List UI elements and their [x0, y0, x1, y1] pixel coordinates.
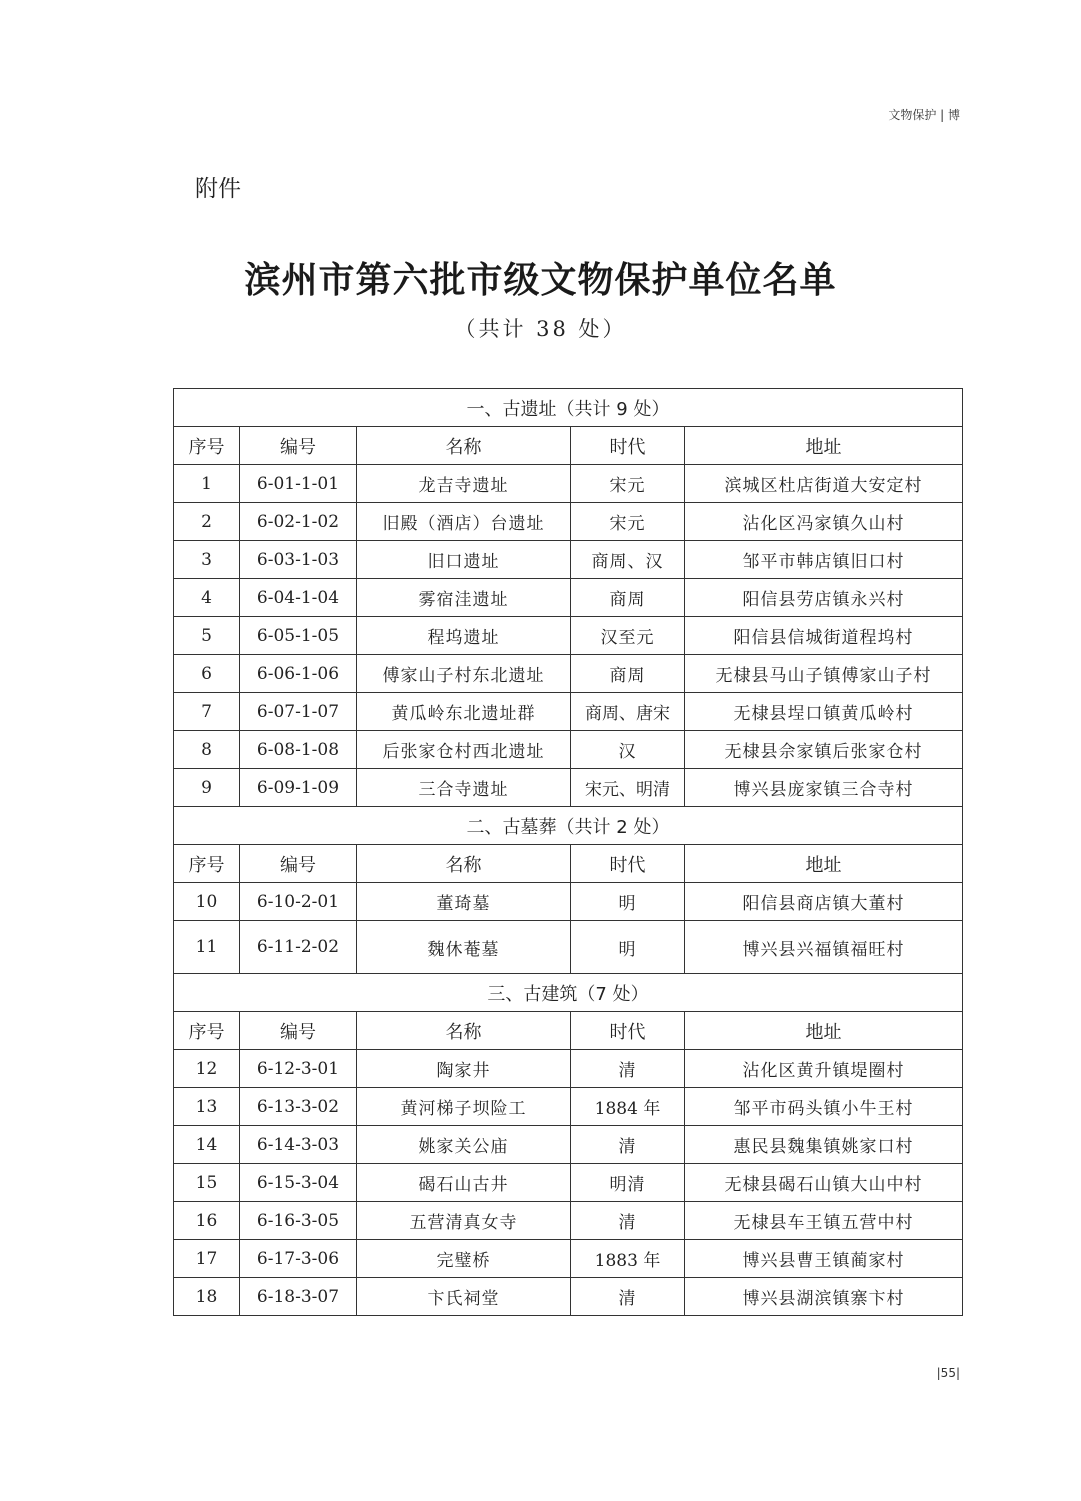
- section-heading-row: [174, 807, 963, 845]
- cell-era: 商周: [571, 655, 685, 693]
- cell-code: 6-09-1-09: [240, 769, 357, 807]
- running-head: 文物保护 | 博: [888, 108, 960, 122]
- cell-name: 姚家关公庙: [357, 1126, 571, 1164]
- cell-era: 明: [571, 883, 685, 921]
- cell-address: 博兴县湖滨镇寨卞村: [685, 1278, 963, 1316]
- table-row: [174, 465, 963, 503]
- cell-address: 邹平市韩店镇旧口村: [685, 541, 963, 579]
- cell-era: 汉: [571, 731, 685, 769]
- cell-name: 傅家山子村东北遗址: [357, 655, 571, 693]
- header-address: 地址: [685, 1012, 963, 1050]
- cell-era: 宋元: [571, 465, 685, 503]
- cell-name: 五营清真女寺: [357, 1202, 571, 1240]
- cell-era: 汉至元: [571, 617, 685, 655]
- table-row: [174, 769, 963, 807]
- cell-era: 清: [571, 1126, 685, 1164]
- cell-index: 14: [174, 1126, 240, 1164]
- table-row: [174, 579, 963, 617]
- cell-address: 阳信县商店镇大董村: [685, 883, 963, 921]
- cell-name: 魏休菴墓: [357, 921, 571, 974]
- cell-era: 1883 年: [571, 1240, 685, 1278]
- cell-name: 黄河梯子坝险工: [357, 1088, 571, 1126]
- cell-era: 商周: [571, 579, 685, 617]
- cell-address: 无棣县佘家镇后张家仓村: [685, 731, 963, 769]
- cell-code: 6-04-1-04: [240, 579, 357, 617]
- cell-name: 三合寺遗址: [357, 769, 571, 807]
- cell-name: 后张家仓村西北遗址: [357, 731, 571, 769]
- table-row: [174, 1126, 963, 1164]
- cell-index: 5: [174, 617, 240, 655]
- cell-name: 卞氏祠堂: [357, 1278, 571, 1316]
- cell-code: 6-16-3-05: [240, 1202, 357, 1240]
- cell-name: 旧殿（酒店）台遗址: [357, 503, 571, 541]
- cell-name: 雾宿洼遗址: [357, 579, 571, 617]
- cell-address: 阳信县信城街道程坞村: [685, 617, 963, 655]
- cell-name: 程坞遗址: [357, 617, 571, 655]
- cell-era: 商周、汉: [571, 541, 685, 579]
- cell-code: 6-11-2-02: [240, 921, 357, 974]
- cell-era: 清: [571, 1278, 685, 1316]
- cell-name: 碣石山古井: [357, 1164, 571, 1202]
- cell-era: 宋元、明清: [571, 769, 685, 807]
- column-header-row: [174, 845, 963, 883]
- cell-code: 6-10-2-01: [240, 883, 357, 921]
- cell-address: 无棣县碣石山镇大山中村: [685, 1164, 963, 1202]
- section-heading: 一、古遗址（共计 9 处）: [174, 389, 963, 427]
- cell-code: 6-15-3-04: [240, 1164, 357, 1202]
- cell-index: 11: [174, 921, 240, 974]
- header-era: 时代: [571, 845, 685, 883]
- cell-index: 18: [174, 1278, 240, 1316]
- cell-address: 邹平市码头镇小牛王村: [685, 1088, 963, 1126]
- cell-index: 9: [174, 769, 240, 807]
- table-row: [174, 921, 963, 974]
- table-row: [174, 617, 963, 655]
- table-row: [174, 655, 963, 693]
- header-index: 序号: [174, 427, 240, 465]
- cell-index: 3: [174, 541, 240, 579]
- cell-address: 博兴县庞家镇三合寺村: [685, 769, 963, 807]
- section-heading: 二、古墓葬（共计 2 处）: [174, 807, 963, 845]
- cell-code: 6-01-1-01: [240, 465, 357, 503]
- cell-index: 13: [174, 1088, 240, 1126]
- cell-address: 无棣县车王镇五营中村: [685, 1202, 963, 1240]
- cell-code: 6-05-1-05: [240, 617, 357, 655]
- header-code: 编号: [240, 845, 357, 883]
- table-row: [174, 1164, 963, 1202]
- cell-code: 6-14-3-03: [240, 1126, 357, 1164]
- table-row: [174, 883, 963, 921]
- header-name: 名称: [357, 845, 571, 883]
- cell-code: 6-02-1-02: [240, 503, 357, 541]
- header-index: 序号: [174, 845, 240, 883]
- header-name: 名称: [357, 427, 571, 465]
- page-subtitle: （共计 38 处）: [454, 317, 627, 341]
- header-era: 时代: [571, 427, 685, 465]
- cell-index: 15: [174, 1164, 240, 1202]
- cell-name: 龙吉寺遗址: [357, 465, 571, 503]
- cell-index: 1: [174, 465, 240, 503]
- cell-index: 16: [174, 1202, 240, 1240]
- header-code: 编号: [240, 427, 357, 465]
- table-row: [174, 1240, 963, 1278]
- cell-name: 黄瓜岭东北遗址群: [357, 693, 571, 731]
- cell-code: 6-18-3-07: [240, 1278, 357, 1316]
- header-era: 时代: [571, 1012, 685, 1050]
- cell-code: 6-07-1-07: [240, 693, 357, 731]
- table-row: [174, 693, 963, 731]
- cell-address: 博兴县兴福镇福旺村: [685, 921, 963, 974]
- cell-address: 沾化区黄升镇堤圈村: [685, 1050, 963, 1088]
- cell-address: 惠民县魏集镇姚家口村: [685, 1126, 963, 1164]
- table-row: [174, 731, 963, 769]
- header-address: 地址: [685, 845, 963, 883]
- column-header-row: [174, 1012, 963, 1050]
- header-index: 序号: [174, 1012, 240, 1050]
- table-row: [174, 1050, 963, 1088]
- cell-address: 博兴县曹王镇蔺家村: [685, 1240, 963, 1278]
- column-header-row: [174, 427, 963, 465]
- cell-index: 4: [174, 579, 240, 617]
- cell-index: 10: [174, 883, 240, 921]
- cell-code: 6-13-3-02: [240, 1088, 357, 1126]
- cell-name: 旧口遗址: [357, 541, 571, 579]
- table-row: [174, 503, 963, 541]
- section-heading-row: [174, 974, 963, 1012]
- cell-era: 清: [571, 1202, 685, 1240]
- cell-name: 陶家井: [357, 1050, 571, 1088]
- cell-era: 明: [571, 921, 685, 974]
- table-row: [174, 541, 963, 579]
- cell-index: 6: [174, 655, 240, 693]
- heritage-table: [173, 388, 963, 1316]
- cell-code: 6-03-1-03: [240, 541, 357, 579]
- cell-code: 6-08-1-08: [240, 731, 357, 769]
- cell-address: 无棣县马山子镇傅家山子村: [685, 655, 963, 693]
- cell-index: 7: [174, 693, 240, 731]
- header-name: 名称: [357, 1012, 571, 1050]
- cell-era: 清: [571, 1050, 685, 1088]
- header-address: 地址: [685, 427, 963, 465]
- header-code: 编号: [240, 1012, 357, 1050]
- cell-era: 明清: [571, 1164, 685, 1202]
- section-heading-row: [174, 389, 963, 427]
- attachment-label: 附件: [195, 176, 241, 202]
- cell-index: 17: [174, 1240, 240, 1278]
- cell-address: 无棣县埕口镇黄瓜岭村: [685, 693, 963, 731]
- table-row: [174, 1278, 963, 1316]
- cell-index: 2: [174, 503, 240, 541]
- cell-code: 6-12-3-01: [240, 1050, 357, 1088]
- cell-era: 1884 年: [571, 1088, 685, 1126]
- cell-index: 12: [174, 1050, 240, 1088]
- cell-address: 阳信县劳店镇永兴村: [685, 579, 963, 617]
- table-row: [174, 1088, 963, 1126]
- section-heading: 三、古建筑（7 处）: [174, 974, 963, 1012]
- page-number: |55|: [936, 1366, 960, 1380]
- cell-address: 滨城区杜店街道大安定村: [685, 465, 963, 503]
- table-row: [174, 1202, 963, 1240]
- page-title: 滨州市第六批市级文物保护单位名单: [244, 259, 837, 301]
- cell-era: 商周、唐宋: [571, 693, 685, 731]
- cell-code: 6-17-3-06: [240, 1240, 357, 1278]
- cell-code: 6-06-1-06: [240, 655, 357, 693]
- cell-name: 董琦墓: [357, 883, 571, 921]
- cell-era: 宋元: [571, 503, 685, 541]
- cell-name: 完璧桥: [357, 1240, 571, 1278]
- cell-index: 8: [174, 731, 240, 769]
- cell-address: 沾化区冯家镇久山村: [685, 503, 963, 541]
